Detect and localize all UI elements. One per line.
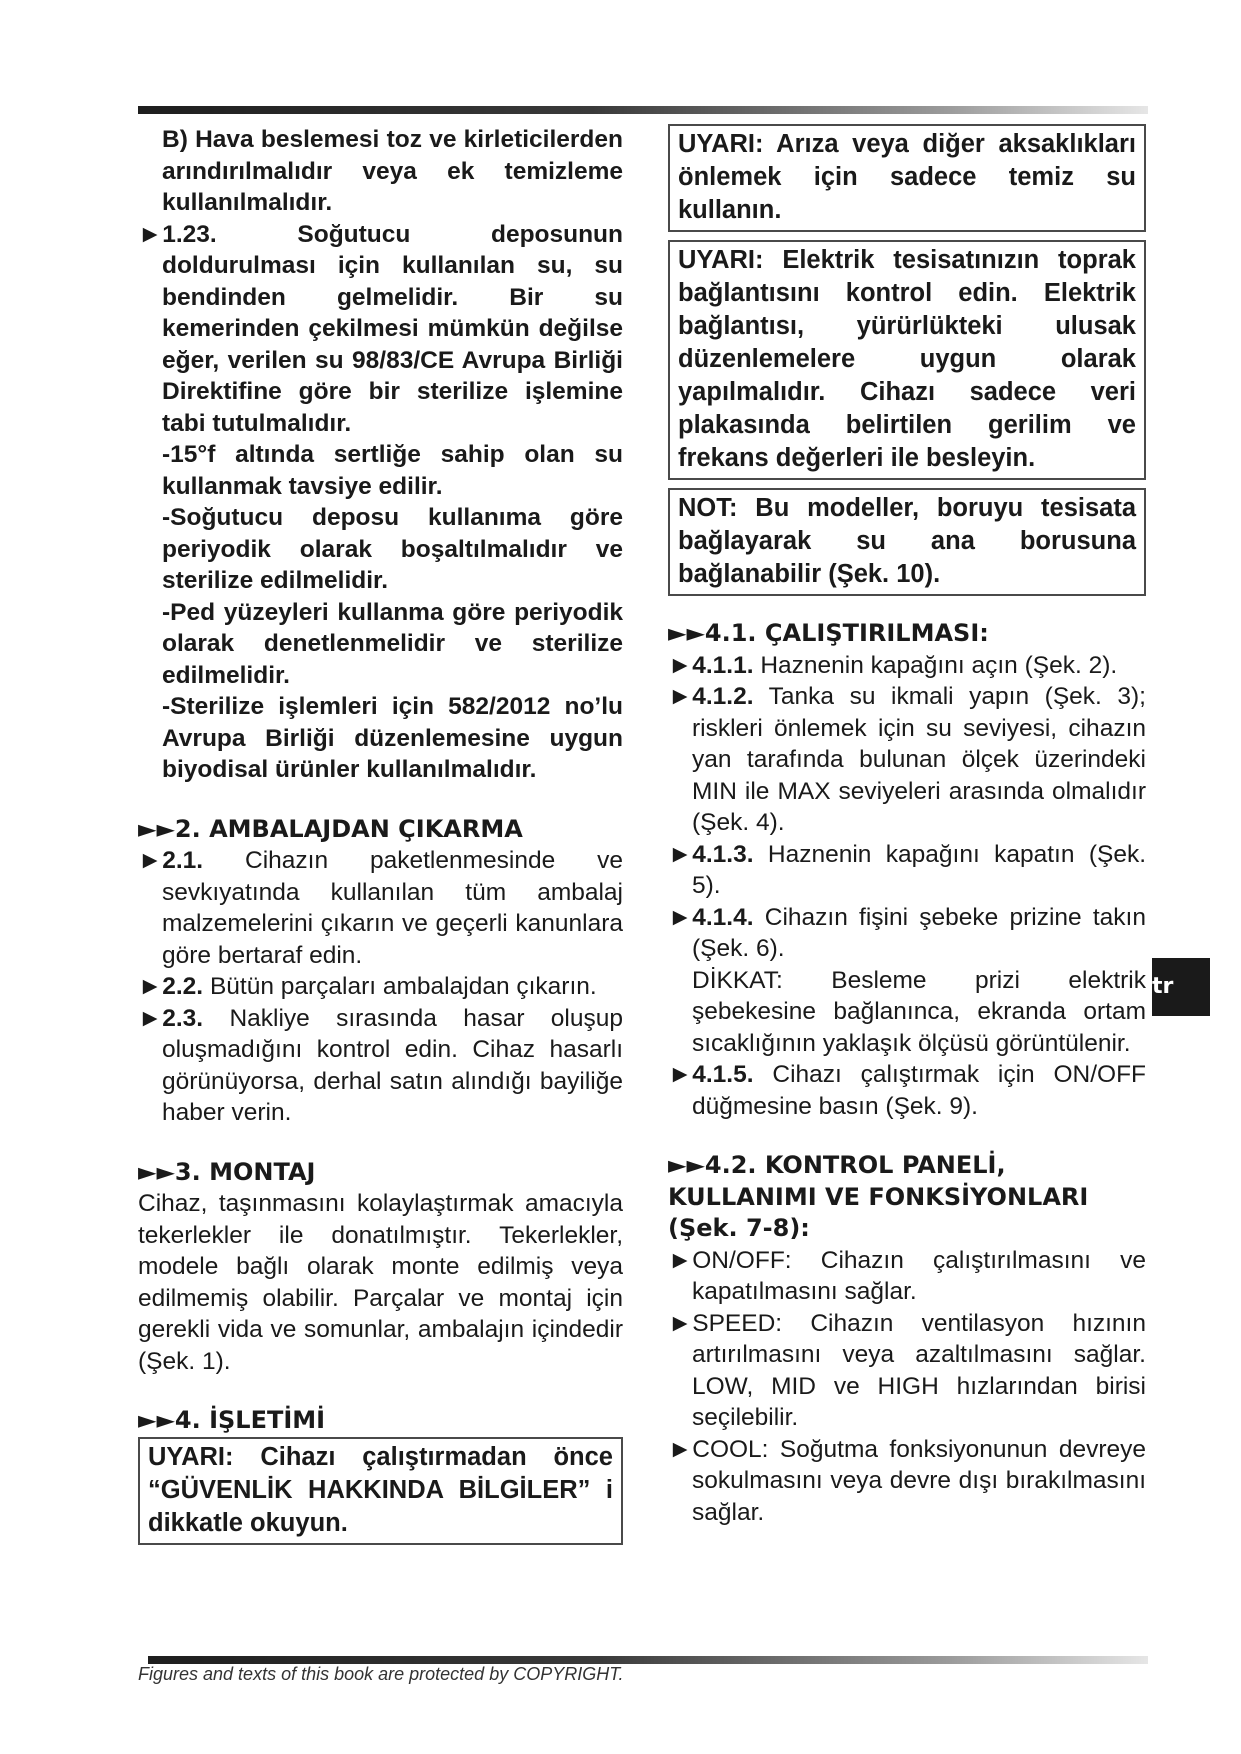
- item-4-1-1-text: Haznenin kapağını açın (Şek. 2).: [760, 651, 1118, 679]
- section-4-1-heading: ►►4.1. ÇALIŞTIRILMASI:: [668, 619, 989, 647]
- item-4-1-4-number: ►4.1.4.: [668, 903, 754, 931]
- item-2-2: [138, 971, 623, 1003]
- note-box: NOT: Bu modeller, boruyu tesisata bağlayarak su ana borusuna bağlanabilir (Şek. 10).: [668, 488, 1146, 596]
- item-2-2-text: Bütün parçaları ambalajdan çıkarın.: [209, 973, 597, 1000]
- item-4-1-4: [668, 902, 1146, 965]
- operation-warning-box: UYARI: Cihazı çalıştırmadan önce “GÜVENLİK HAKKINDA BİLGİLER” i dikkatle okuyun.: [138, 1437, 623, 1545]
- item-1-23-number: ►1.23.: [138, 220, 217, 248]
- language-tab: tr: [1152, 958, 1210, 1016]
- electrical-warning-box: UYARI: Elektrik tesisatınızın toprak bağlantısını kontrol edin. Elektrik bağlantısı, yürürlükteki ulusak düzenlemelere uygun olarak yapılmalıdır. Cihazı sadece veri plakasında belirtilen gerilim ve frekans değerleri ile besleyin.: [668, 240, 1146, 480]
- item-4-1-3: [668, 839, 1146, 902]
- control-speed: ►SPEED: Cihazın ventilasyon hızının artırılmasını veya azaltılmasını sağlar. LOW, MID ve HIGH hızlarından birisi seçilebilir.: [668, 1309, 1146, 1431]
- section-4-2-heading: ►►4.2. KONTROL PANELİ, KULLANIMI VE FONKSİYONLARI (Şek. 7-8):: [668, 1151, 1089, 1242]
- item-4-1-1-number: ►4.1.1.: [668, 651, 754, 679]
- item-1-23-text: Soğutucu deposunun doldurulması için kullanılan su, su bendinden gelmelidir. Bir su kemerinden çekilmesi mümkün değilse eğer, verilen su 98/83/CE Avrupa Birliği Direktifine göre bir sterilize işlemine tabi tutulmalıdır.: [162, 220, 623, 437]
- bullet-tank: -Soğutucu deposu kullanıma göre periyodik olarak boşaltılmalıdır ve sterilize edilmelidir.: [162, 504, 623, 594]
- section-4-heading: ►►4. İŞLETİMİ: [138, 1406, 326, 1434]
- item-4-1-1: [668, 650, 1146, 682]
- item-2-2-number: ►2.2.: [138, 973, 204, 1000]
- item-4-1-5-number: ►4.1.5.: [668, 1061, 754, 1088]
- top-rule: [138, 106, 1148, 114]
- clean-water-warning-box: UYARI: Arıza veya diğer aksaklıkları önlemek için sadece temiz su kullanın.: [668, 124, 1146, 232]
- attention-text: DİKKAT: Besleme prizi elektrik şebekesine bağlanınca, ekranda ortam sıcaklığının yaklaşık ölçüsü görüntülenir.: [692, 966, 1146, 1057]
- item-4-1-2-text: Tanka su ikmali yapın (Şek. 3); riskleri önlemek için su seviyesi, cihazın yan tarafında bulunan ölçek üzerindeki MIN ile MAX seviyeleri arasında olmalıdır (Şek. 4).: [692, 683, 1146, 836]
- item-4-1-5-text: Cihazı çalıştırmak için ON/OFF düğmesine basın (Şek. 9).: [692, 1061, 1147, 1120]
- bottom-rule: [148, 1656, 1148, 1664]
- section-3-text: Cihaz, taşınmasını kolaylaştırmak amacıyla tekerlekler ile donatılmıştır. Tekerlekler, modele bağlı olarak monte edilmiş veya edilmemiş olabilir. Parçalar ve montaj için gerekli vida ve somunlar, ambalajın içindedir (Şek. 1).: [138, 1190, 623, 1375]
- item-4-1-4-text: Cihazın fişini şebeke prizine takın (Şek. 6).: [692, 903, 1146, 962]
- item-2-3-number: ►2.3.: [138, 1004, 204, 1032]
- right-column: [668, 124, 1146, 1528]
- copyright-footer: Figures and texts of this book are protected by COPYRIGHT.: [138, 1664, 624, 1684]
- item-4-1-2-number: ►4.1.2.: [668, 683, 754, 710]
- bullet-biocide: -Sterilize işlemleri için 582/2012 no’lu Avrupa Birliği düzenlemesine uygun biyodisal ürünler kullanılmalıdır.: [162, 693, 623, 783]
- item-2-1-text: Cihazın paketlenmesinde ve sevkıyatında kullanılan tüm ambalaj malzemelerini çıkarın ve geçerli kanunlara göre bertaraf edin.: [162, 847, 624, 969]
- control-cool: ►COOL: Soğutma fonksiyonunun devreye sokulmasını veya devre dışı bırakılmasını sağlar.: [668, 1435, 1146, 1526]
- bullet-hardness: -15°f altında sertliğe sahip olan su kullanmak tavsiye edilir.: [162, 441, 623, 500]
- left-column: [138, 124, 623, 1545]
- air-supply-text: B) Hava beslemesi toz ve kirleticilerden arındırılmalıdır veya ek temizleme kullanılmalıdır.: [162, 126, 623, 216]
- bullet-pad: -Ped yüzeyleri kullanma göre periyodik olarak denetlenmelidir ve sterilize edilmelidir.: [162, 598, 623, 689]
- section-3-heading: ►►3. MONTAJ: [138, 1157, 316, 1186]
- item-2-1-number: ►2.1.: [138, 847, 204, 874]
- section-2-heading: ►►2. AMBALAJDAN ÇIKARMA: [138, 814, 523, 843]
- item-1-23: [138, 219, 623, 440]
- item-4-1-3-number: ►4.1.3.: [668, 840, 754, 868]
- item-2-3: [138, 1003, 623, 1129]
- item-2-1: [138, 845, 623, 971]
- control-on-off: ►ON/OFF: Cihazın çalıştırılmasını ve kapatılmasını sağlar.: [668, 1246, 1146, 1305]
- item-2-3-text: Nakliye sırasında hasar oluşup oluşmadığını kontrol edin. Cihaz hasarlı görünüyorsa, derhal satın alındığı bayiliğe haber verin.: [162, 1004, 623, 1126]
- item-4-1-3-text: Haznenin kapağını kapatın (Şek. 5).: [692, 840, 1147, 899]
- item-4-1-2: [668, 681, 1146, 839]
- item-4-1-5: [668, 1059, 1146, 1122]
